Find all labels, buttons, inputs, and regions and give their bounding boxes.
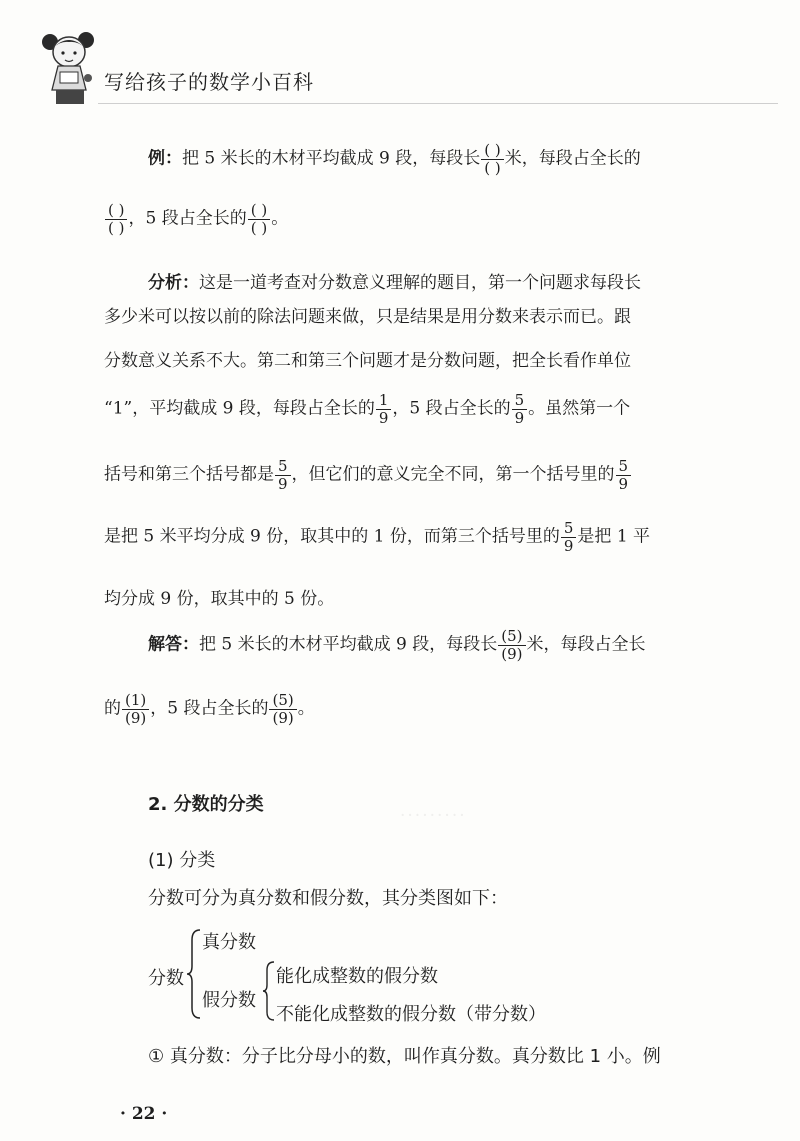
- blank-fraction: $\frac{( )}{( )}$: [105, 202, 127, 236]
- tree-improper-mixed: 不能化成整数的假分数（带分数）: [276, 1004, 546, 1025]
- analysis-line-3: 分数意义关系不大。第二和第三个问题才是分数问题，把全长看作单位: [104, 351, 631, 371]
- example-text-2b: ，5 段占全长的: [128, 208, 247, 229]
- analysis-line-7: 均分成 9 份，取其中的 5 份。: [104, 589, 335, 609]
- page-title: 写给孩子的数学小百科: [104, 70, 314, 94]
- tree-root-fraction: 分数: [148, 968, 184, 989]
- example-label: 例：: [148, 148, 182, 169]
- blank-fraction: $\frac{( )}{( )}$: [248, 202, 270, 236]
- example-text-1b: 米，每段占全长的: [504, 148, 641, 169]
- fraction-5-9: $\frac{5}{9}$: [616, 458, 632, 492]
- page-number: · 22 ·: [120, 1104, 168, 1124]
- analysis-text: 这是一道考查对分数意义理解的题目，第一个问题求每段长: [199, 273, 641, 293]
- left-brace: [186, 928, 202, 1025]
- fraction-5-9: $\frac{5}{9}$: [275, 458, 291, 492]
- example-line-1: [148, 142, 641, 176]
- analysis-line-6: 是把 5 米平均分成 9 份，取其中的 1 份，而第三个括号里的 $\frac{5}{9}$ 是把 1 平: [104, 519, 651, 555]
- analysis-line-2: 多少米可以按以前的除法问题来做，只是结果是用分数来表示而已。跟: [104, 307, 631, 327]
- example-text-2c: 。: [271, 208, 289, 229]
- tree-proper-fraction: 真分数: [202, 932, 256, 953]
- analysis-line-1: [148, 268, 641, 293]
- tree-improper-fraction: 假分数: [202, 990, 256, 1011]
- answer-label: 解答：: [148, 634, 199, 655]
- blank-fraction: $\frac{( )}{( )}$: [481, 142, 503, 176]
- fraction-1-9: $\frac{1}{9}$: [376, 392, 392, 426]
- section-heading: 2. 分数的分类: [148, 794, 264, 815]
- fraction-5-9: $\frac{5}{9}$: [561, 520, 577, 554]
- header-rule: [98, 103, 778, 104]
- answer-line-2: 的 $\frac{(1)}{(9)}$ ，5 段占全长的 $\frac{(5)}{(9)}$ 。: [104, 691, 315, 727]
- analysis-label: 分析：: [148, 273, 199, 293]
- proper-fraction-definition: ① 真分数：分子比分母小的数，叫作真分数。真分数比 1 小。例: [148, 1046, 661, 1067]
- example-text-1a: 把 5 米长的木材平均截成 9 段，每段长: [182, 148, 481, 169]
- fraction-5-9: $\frac{5}{9}$: [512, 392, 528, 426]
- classification-intro: 分数可分为真分数和假分数，其分类图如下：: [148, 888, 508, 909]
- fraction-5-9-answer: $\frac{(5)}{(9)}$: [498, 628, 525, 662]
- analysis-line-5: 括号和第三个括号都是 $\frac{5}{9}$ ，但它们的意义完全不同，第一个括号里的 $\frac{5}{9}$: [104, 458, 632, 492]
- subsection-heading: (1) 分类: [148, 850, 216, 871]
- fraction-1-9-answer: $\frac{(1)}{(9)}$: [122, 692, 149, 726]
- analysis-line-4: “1”，平均截成 9 段，每段占全长的 $\frac{1}{9}$ ，5 段占全长的 $\frac{5}{9}$ 。虽然第一个: [104, 391, 631, 427]
- tree-improper-whole: 能化成整数的假分数: [276, 966, 438, 987]
- fraction-5-9-answer: $\frac{(5)}{(9)}$: [269, 692, 296, 726]
- faint-bleedthrough-text: ·········: [400, 806, 467, 826]
- inner-brace: [262, 960, 276, 1027]
- mascot-girl-illustration: [38, 28, 102, 113]
- example-line-2: [104, 202, 288, 236]
- answer-line-1: 解答：把 5 米长的木材平均截成 9 段，每段长 $\frac{(5)}{(9)}$ 米，每段占全长: [148, 627, 646, 663]
